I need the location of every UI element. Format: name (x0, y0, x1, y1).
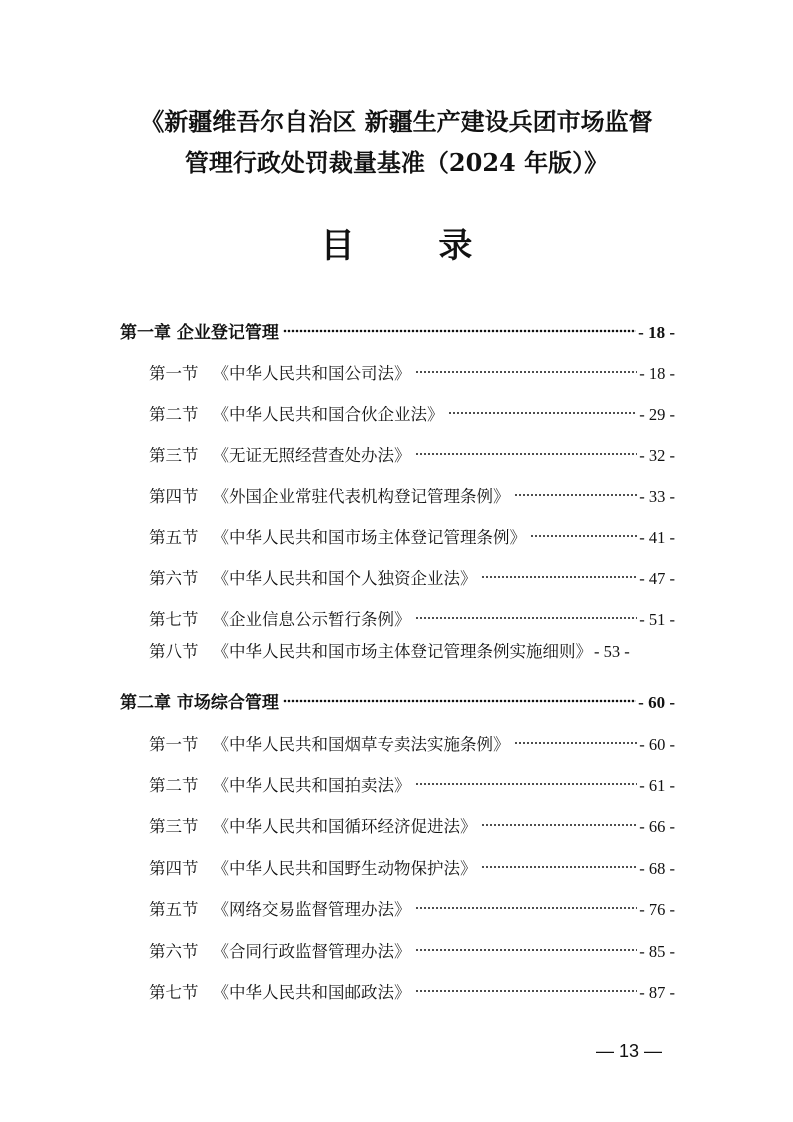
toc-section[interactable] (149, 556, 675, 588)
toc-section[interactable] (149, 474, 675, 506)
section-number: 第四节 (149, 859, 199, 878)
dot-leader (415, 970, 638, 998)
toc-section[interactable] (149, 804, 675, 836)
section-title: 《中华人民共和国野生动物保护法》 (212, 859, 477, 878)
dot-leader (530, 515, 637, 543)
dot-leader (415, 929, 638, 957)
section-title: 《无证无照经营查处办法》 (212, 446, 411, 465)
section-title: 《网络交易监督管理办法》 (212, 900, 411, 919)
dot-leader (415, 763, 638, 791)
dot-leader (283, 310, 636, 338)
section-number: 第七节 (149, 983, 199, 1002)
dot-leader (514, 722, 638, 750)
toc-section[interactable] (149, 433, 675, 465)
section-title: 《中华人民共和国拍卖法》 (212, 776, 411, 795)
dot-leader (283, 680, 636, 708)
page-reference: - 87 - (639, 983, 675, 1002)
section-title: 《外国企业常驻代表机构登记管理条例》 (212, 487, 510, 506)
section-title: 《中华人民共和国合伙企业法》 (212, 405, 444, 424)
page-reference: - 68 - (639, 859, 675, 878)
toc-section[interactable] (149, 846, 675, 878)
page-reference: - 61 - (639, 776, 675, 795)
page-reference: - 66 - (639, 817, 675, 836)
toc-section[interactable] (149, 638, 685, 666)
section-number: 第二节 (149, 776, 199, 795)
chapter-title: 第二章 市场综合管理 (120, 693, 279, 713)
section-number: 第七节 (149, 610, 199, 629)
section-number: 第八节 (149, 642, 199, 661)
section-number: 第二节 (149, 405, 199, 424)
section-title: 《中华人民共和国循环经济促进法》 (212, 817, 477, 836)
page-reference: - 18 - (638, 323, 675, 342)
toc-section[interactable] (149, 887, 675, 919)
toc-section[interactable] (149, 970, 675, 1002)
page-reference: - 51 - (639, 610, 675, 629)
dot-leader (415, 597, 638, 625)
dot-leader (415, 351, 638, 379)
document-title-line-1: 《新疆维吾尔自治区 新疆生产建设兵团市场监督 (140, 107, 653, 136)
toc-heading: 目 录 (320, 226, 509, 266)
dot-leader (481, 556, 638, 584)
dot-leader (481, 846, 638, 874)
page-reference: - 33 - (639, 487, 675, 506)
section-title: 《中华人民共和国邮政法》 (212, 983, 411, 1002)
section-number: 第五节 (149, 900, 199, 919)
section-number: 第一节 (149, 364, 199, 383)
section-number: 第三节 (149, 817, 199, 836)
page-reference: - 18 - (639, 364, 675, 383)
section-number: 第四节 (149, 487, 199, 506)
toc-section[interactable] (149, 763, 675, 795)
page-reference: - 76 - (639, 900, 675, 919)
dot-leader (415, 433, 638, 461)
page-reference: - 41 - (639, 528, 675, 547)
section-title: 《中华人民共和国市场主体登记管理条例实施细则》 (212, 642, 592, 661)
page-reference: - 60 - (639, 735, 675, 754)
toc-section[interactable] (149, 392, 675, 424)
chapter-title: 第一章 企业登记管理 (120, 323, 279, 343)
toc-section[interactable] (149, 929, 675, 961)
section-number: 第三节 (149, 446, 199, 465)
dot-leader (514, 474, 638, 502)
toc-chapter-2[interactable] (120, 680, 675, 713)
page-reference: - 47 - (639, 569, 675, 588)
section-title: 《企业信息公示暂行条例》 (212, 610, 411, 629)
section-title: 《中华人民共和国烟草专卖法实施条例》 (212, 735, 510, 754)
page-reference: - 53 - (594, 642, 630, 661)
toc-section[interactable] (149, 515, 675, 547)
page-number: — 13 — (596, 1041, 663, 1061)
dot-leader (415, 887, 638, 915)
section-number: 第一节 (149, 735, 199, 754)
section-number: 第六节 (149, 942, 199, 961)
section-title: 《中华人民共和国个人独资企业法》 (212, 569, 477, 588)
section-title: 《合同行政监督管理办法》 (212, 942, 411, 961)
page-reference: - 29 - (639, 405, 675, 424)
document-title-line-2: 管理行政处罚裁量基准（2024 年版）》 (184, 148, 609, 177)
page-reference: - 32 - (639, 446, 675, 465)
section-title: 《中华人民共和国公司法》 (212, 364, 411, 383)
page-reference: - 85 - (639, 942, 675, 961)
page-reference: - 60 - (638, 693, 675, 712)
toc-section[interactable] (149, 351, 675, 383)
toc-section[interactable] (149, 597, 675, 629)
section-number: 第五节 (149, 528, 199, 547)
toc-chapter-1[interactable] (120, 310, 675, 343)
toc-section[interactable] (149, 722, 675, 754)
dot-leader (481, 804, 638, 832)
dot-leader (448, 392, 638, 420)
section-title: 《中华人民共和国市场主体登记管理条例》 (212, 528, 526, 547)
section-number: 第六节 (149, 569, 199, 588)
